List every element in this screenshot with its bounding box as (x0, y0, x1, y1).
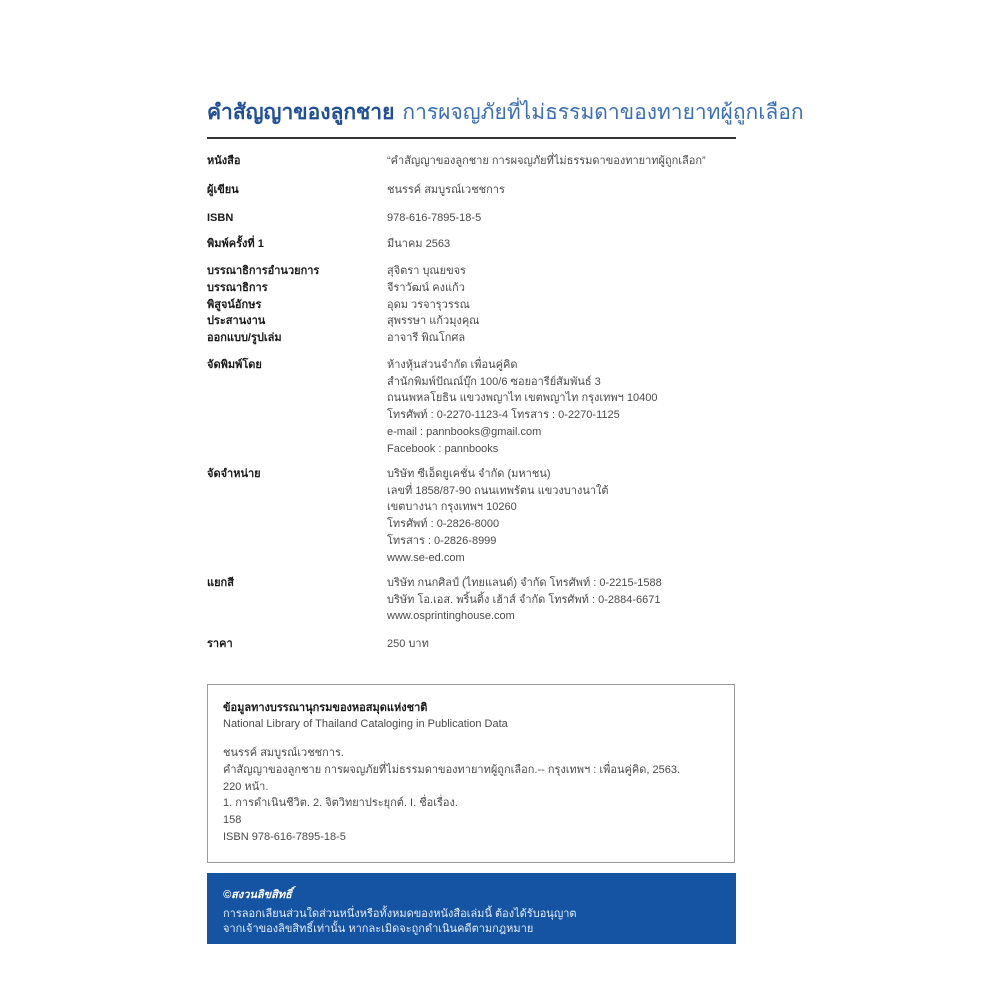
director-value: สุจิตรา บุณยขจร (387, 265, 466, 277)
book-title: คำสัญญาของลูกชาย (207, 101, 395, 124)
distributor-line: โทรสาร : 0-2826-8999 (387, 534, 497, 547)
color-separation-value (387, 575, 737, 625)
distributor-line: โทรศัพท์ : 0-2826-8000 (387, 518, 500, 531)
distributor-line: เขตบางนา กรุงเทพฯ 10260 (387, 501, 517, 514)
edition-label: พิมพ์ครั้งที่ 1 (207, 238, 264, 250)
proofreader-label: พิสูจน์อักษร (207, 299, 262, 311)
book-value: “คำสัญญาของลูกชาย การผจญภัยที่ไม่ธรรมดาของทายาทผู้ถูกเลือก” (387, 155, 706, 167)
publisher-line: โทรศัพท์ : 0-2270-1123-4 โทรสาร : 0-2270-1125 (387, 409, 620, 422)
publisher-line: ถนนพหลโยธิน แขวงพญาไท เขตพญาไท กรุงเทพฯ 10400 (387, 392, 658, 405)
publisher-label: จัดพิมพ์โดย (207, 359, 262, 371)
cataloging-line: 220 หน้า. (223, 780, 269, 793)
publisher-line: ห้างหุ้นส่วนจำกัด เพื่อนคู่คิด (387, 359, 518, 371)
price-value: 250 บาท (387, 638, 429, 650)
publisher-value (387, 357, 737, 457)
separation-line: บริษัท โอ.เอส. พริ้นติ้ง เฮ้าส์ จำกัด โทรศัพท์ : 0-2884-6671 (387, 593, 661, 606)
title-divider (207, 137, 736, 139)
cataloging-entries (223, 745, 680, 846)
design-value: อาจารี พิณโกศล (387, 332, 466, 344)
cataloging-title: ข้อมูลทางบรรณานุกรมของหอสมุดแห่งชาติ (223, 702, 428, 714)
separation-line: บริษัท กนกศิลป์ (ไทยแลนด์) จำกัด โทรศัพท์ : 0-2215-1588 (387, 577, 662, 589)
cataloging-line: 1. การดำเนินชีวิต. 2. จิตวิทยาประยุกต์. I. ชื่อเรื่อง. (223, 797, 458, 810)
design-label: ออกแบบ/รูปเล่ม (207, 332, 282, 344)
proofreader-value: อุดม วรจารุวรรณ (387, 299, 470, 311)
coordinator-value: สุพรรษา แก้วมุงคุณ (387, 315, 480, 327)
copyright-title: ©สงวนลิขสิทธิ์ (223, 889, 292, 901)
cataloging-box (207, 684, 735, 863)
distributor-value (387, 466, 737, 566)
edition-value: มีนาคม 2563 (387, 238, 451, 250)
director-label: บรรณาธิการอำนวยการ (207, 265, 320, 277)
cataloging-line: ISBN 978-616-7895-18-5 (223, 830, 346, 843)
editor-label: บรรณาธิการ (207, 282, 268, 294)
cataloging-line: คำสัญญาของลูกชาย การผจญภัยที่ไม่ธรรมดาของทายาทผู้ถูกเลือก.-- กรุงเทพฯ : เพื่อนคู่คิด, 2563. (223, 763, 681, 776)
copyright-line: จากเจ้าของลิขสิทธิ์เท่านั้น หากละเมิดจะถูกดำเนินคดีตามกฎหมาย (223, 923, 534, 935)
price-label: ราคา (207, 638, 233, 650)
isbn-value: 978-616-7895-18-5 (387, 212, 482, 224)
copyright-banner (207, 873, 736, 944)
book-subtitle: การผจญภัยที่ไม่ธรรมดาของทายาทผู้ถูกเลือก (402, 101, 804, 124)
publisher-email: e-mail : pannbooks@gmail.com (387, 425, 542, 438)
page-title (207, 98, 804, 128)
distributor-line: บริษัท ซีเอ็ดยูเคชั่น จำกัด (มหาชน) (387, 468, 551, 480)
author-label: ผู้เขียน (207, 184, 239, 196)
cataloging-line: 158 (223, 814, 242, 827)
isbn-label: ISBN (207, 212, 234, 224)
separation-website: www.osprintinghouse.com (387, 610, 515, 623)
book-label: หนังสือ (207, 155, 241, 167)
publisher-line: สำนักพิมพ์ปัณณ์บุ๊ก 100/6 ซอยอารีย์สัมพันธ์ 3 (387, 375, 601, 388)
distributor-label: จัดจำหน่าย (207, 468, 261, 480)
editor-value: จีราวัฒน์ คงแก้ว (387, 282, 465, 294)
coordinator-label: ประสานงาน (207, 315, 266, 327)
cataloging-subtitle: National Library of Thailand Cataloging in Publication Data (223, 718, 508, 730)
publisher-facebook: Facebook : pannbooks (387, 442, 499, 455)
distributor-website: www.se-ed.com (387, 551, 465, 564)
cataloging-line: ชนรรค์ สมบูรณ์เวชชการ. (223, 747, 344, 759)
author-value: ชนรรค์ สมบูรณ์เวชชการ (387, 184, 505, 196)
distributor-line: เลขที่ 1858/87-90 ถนนเทพรัตน แขวงบางนาใต้ (387, 484, 609, 497)
color-separation-label: แยกสี (207, 577, 234, 589)
copyright-line: การลอกเลียนส่วนใดส่วนหนึ่งหรือทั้งหมดของหนังสือเล่มนี้ ต้องได้รับอนุญาต (223, 908, 577, 920)
